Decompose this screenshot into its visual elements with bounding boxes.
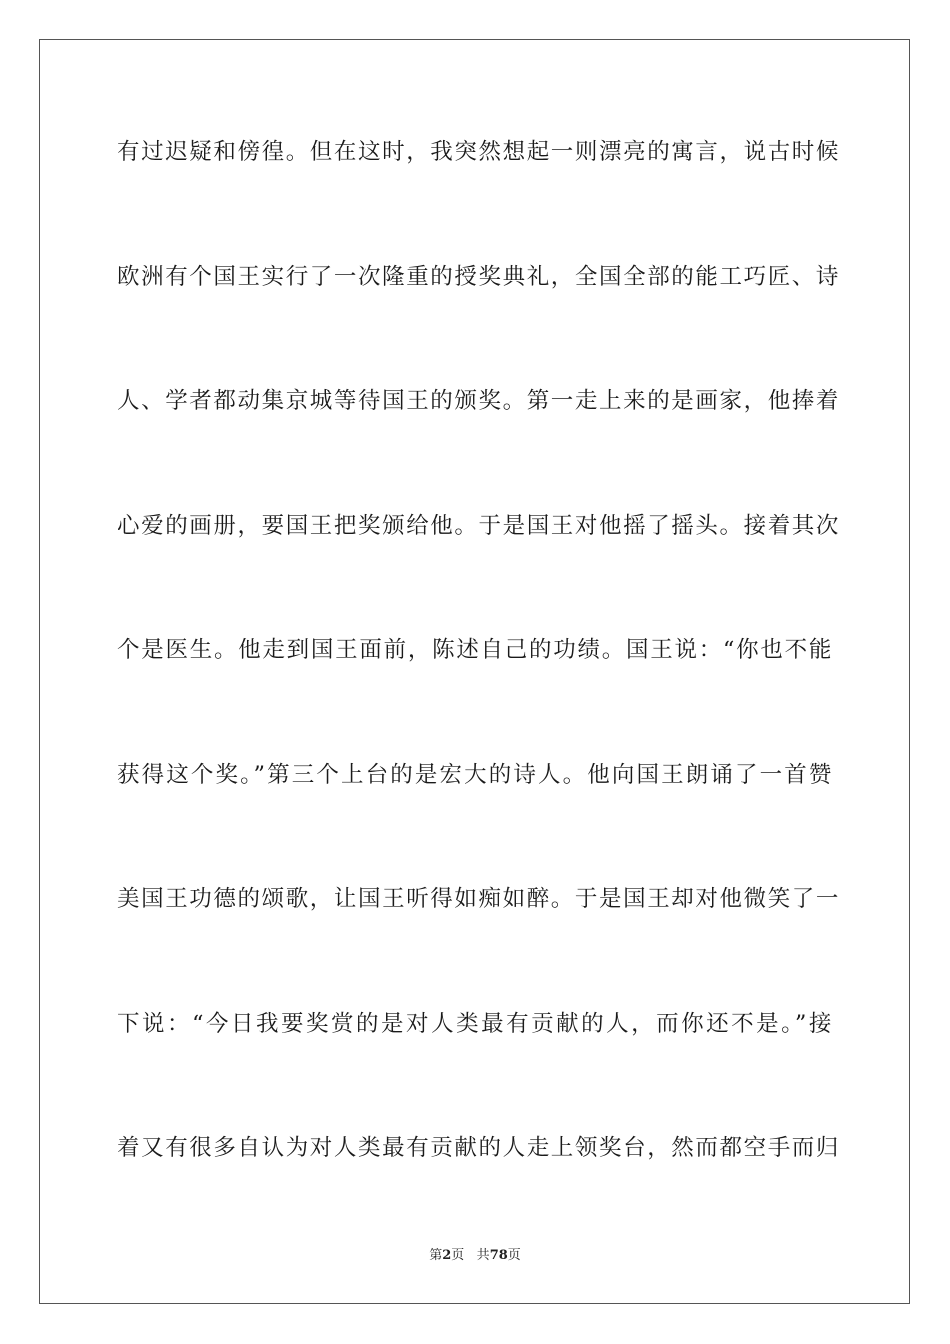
page-prefix: 第 xyxy=(429,1248,443,1263)
page-footer xyxy=(0,1246,950,1266)
total-suffix: 页 xyxy=(507,1248,521,1263)
text-line: 获得这个奖。”第三个上台的是宏大的诗人。他向国王朗诵了一首赞 xyxy=(117,761,833,788)
text-line: 着又有很多自认为对人类最有贡献的人走上领奖台，然而都空手而归 xyxy=(117,1135,841,1161)
text-line: 下说：“今日我要奖赏的是对人类最有贡献的人，而你还不是。”接 xyxy=(117,1010,833,1037)
text-line: 人、学者都动集京城等待国王的颁奖。第一走上来的是画家，他捧着 xyxy=(117,388,841,414)
footer-separator xyxy=(464,1248,476,1263)
total-pages: 78 xyxy=(489,1248,508,1263)
total-prefix: 共 xyxy=(476,1248,490,1263)
text-line: 美国王功德的颂歌，让国王听得如痴如醉。于是国王却对他微笑了一 xyxy=(117,886,841,912)
page-suffix: 页 xyxy=(451,1248,465,1263)
text-line: 个是医生。他走到国王面前，陈述自己的功绩。国王说：“你也不能 xyxy=(117,637,833,663)
page-number: 2 xyxy=(442,1248,452,1263)
text-line: 欧洲有个国王实行了一次隆重的授奖典礼，全国全部的能工巧匠、诗 xyxy=(117,263,841,290)
document-body xyxy=(117,124,841,1245)
text-line: 有过迟疑和傍徨。但在这时，我突然想起一则漂亮的寓言，说古时候 xyxy=(117,139,841,165)
text-line: 心爱的画册，要国王把奖颁给他。于是国王对他摇了摇头。接着其次 xyxy=(117,512,841,539)
